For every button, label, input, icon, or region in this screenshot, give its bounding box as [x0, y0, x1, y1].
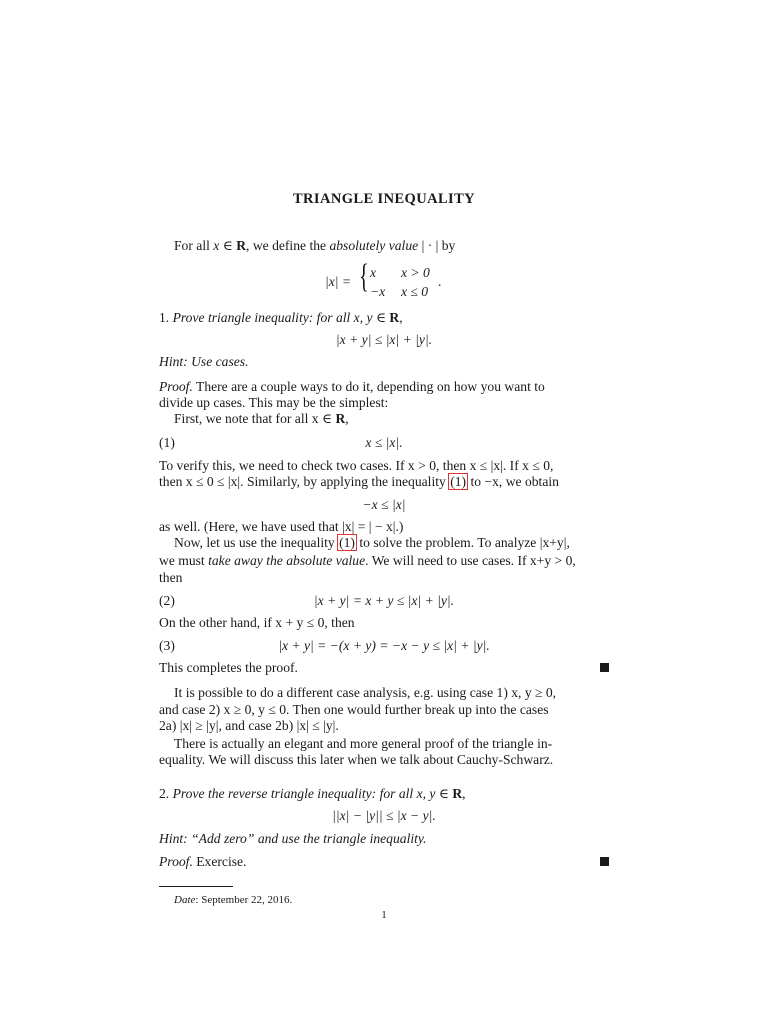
intro-term: absolutely value: [329, 238, 419, 253]
equation-1: x ≤ |x|.: [365, 435, 403, 450]
footnote-rule: [159, 886, 233, 887]
footnote-text: : September 22, 2016.: [195, 894, 293, 906]
equation-negative: −x ≤ |x|: [362, 497, 406, 512]
intro-line: [174, 237, 455, 255]
remark-line-1: It is possible to do a different case analysis, e.g. using case 1) x, y ≥ 0,: [174, 685, 557, 700]
problem-2-reals: R: [452, 786, 463, 801]
intro-in: ∈: [219, 238, 237, 253]
hint-1: Hint: Use cases.: [159, 354, 249, 369]
proof-1-line-10: On the other hand, if x + y ≤ 0, then: [159, 615, 355, 630]
proof-1-line-8-emphasis: take away the absolute value: [208, 553, 366, 568]
brace-symbol: {: [359, 258, 369, 295]
problem-2-number: 2.: [159, 786, 173, 801]
proof-2-label: Proof.: [159, 854, 193, 869]
equation-3: |x + y| = −(x + y) = −x − y ≤ |x| + |y|.: [278, 638, 490, 653]
proof-1-line-7-post: to solve the problem. To analyze |x+y|,: [355, 535, 570, 550]
proof-1-label: Proof.: [159, 379, 193, 394]
proof-1-line-11: This completes the proof.: [159, 660, 298, 675]
equation-1-reference-link-2[interactable]: (1): [339, 535, 355, 550]
proof-1-line-7-pre: Now, let us use the inequality: [174, 535, 339, 550]
proof-1-line-8: [159, 552, 576, 570]
remark-line-2: and case 2) x ≥ 0, y ≤ 0. Then one would further break up into the cases: [159, 702, 549, 717]
intro-mid: , we define the: [246, 238, 330, 253]
case1-condition: x > 0: [401, 265, 430, 280]
proof-1-line-9: then: [159, 570, 183, 585]
page-number: 1: [381, 909, 387, 921]
remark-line-4: There is actually an elegant and more general proof of the triangle in-: [174, 736, 553, 751]
proof-2: [159, 853, 246, 871]
intro-pre: For all: [174, 238, 214, 253]
page-title: TRIANGLE INEQUALITY: [292, 191, 476, 207]
problem-1-formula: |x + y| ≤ |x| + |y|.: [335, 332, 433, 347]
intro-post: | · | by: [418, 238, 456, 253]
equation-1-number: (1): [159, 435, 175, 450]
remark-line-5: equality. We will discuss this later when we talk about Cauchy-Schwarz.: [159, 752, 554, 767]
equation-2-number: (2): [159, 593, 175, 608]
proof-1-text-1: There are a couple ways to do it, depending on how you want to: [192, 379, 545, 394]
definition-lhs: |x| =: [325, 274, 352, 289]
proof-1-line-5-post: to −x, we obtain: [467, 474, 559, 489]
proof-1-line-4: To verify this, we need to check two cases. If x > 0, then x ≤ |x|. If x ≤ 0,: [159, 458, 554, 473]
definition-end: .: [438, 274, 442, 289]
intro-reals: R: [236, 238, 247, 253]
problem-1-text: Prove triangle inequality: for all x, y ∈: [172, 310, 390, 325]
proof-1-line-5-pre: then x ≤ 0 ≤ |x|. Similarly, by applying the inequality: [159, 474, 450, 489]
problem-1-statement: [159, 309, 403, 327]
proof-1-line-2: divide up cases. This may be the simplest:: [159, 395, 389, 410]
intro-var: x: [213, 238, 220, 253]
problem-1-end: ,: [399, 310, 403, 325]
equation-1-reference-link[interactable]: (1): [450, 474, 467, 489]
proof-1-line-6: as well. (Here, we have used that |x| = | − x|.): [159, 519, 404, 534]
problem-1-number: 1.: [159, 310, 173, 325]
proof-1-line-3: [174, 410, 349, 428]
proof-1-line-8-pre: we must: [159, 553, 209, 568]
problem-2-end: ,: [462, 786, 466, 801]
proof-1-line-5: [159, 473, 559, 491]
proof-1-line-8-post: . We will need to use cases. If x+y > 0,: [365, 553, 576, 568]
problem-2-formula: ||x| − |y|| ≤ |x − y|.: [332, 808, 436, 823]
qed-square-icon-2: [600, 857, 609, 866]
case2-condition: x ≤ 0: [401, 284, 429, 299]
remark-line-3: 2a) |x| ≥ |y|, and case 2b) |x| ≤ |y|.: [159, 718, 339, 733]
equation-2: |x + y| = x + y ≤ |x| + |y|.: [313, 593, 455, 608]
proof-1-line-3-pre: First, we note that for all x ∈: [174, 411, 336, 426]
problem-2-text: Prove the reverse triangle inequality: for all x, y ∈: [172, 786, 453, 801]
proof-1-line-3-end: ,: [345, 411, 349, 426]
hint-2: Hint: “Add zero” and use the triangle inequality.: [159, 831, 427, 846]
footnote-label: Date: [174, 894, 196, 906]
problem-2-statement: [159, 785, 466, 803]
equation-3-number: (3): [159, 638, 175, 653]
proof-1-line-3-reals: R: [335, 411, 346, 426]
problem-1-reals: R: [389, 310, 400, 325]
qed-square-icon: [600, 663, 609, 672]
proof-1-line-7: [174, 534, 570, 552]
case2-value: −x: [370, 284, 386, 299]
case1-value: x: [370, 265, 377, 280]
proof-2-text: Exercise.: [192, 854, 247, 869]
